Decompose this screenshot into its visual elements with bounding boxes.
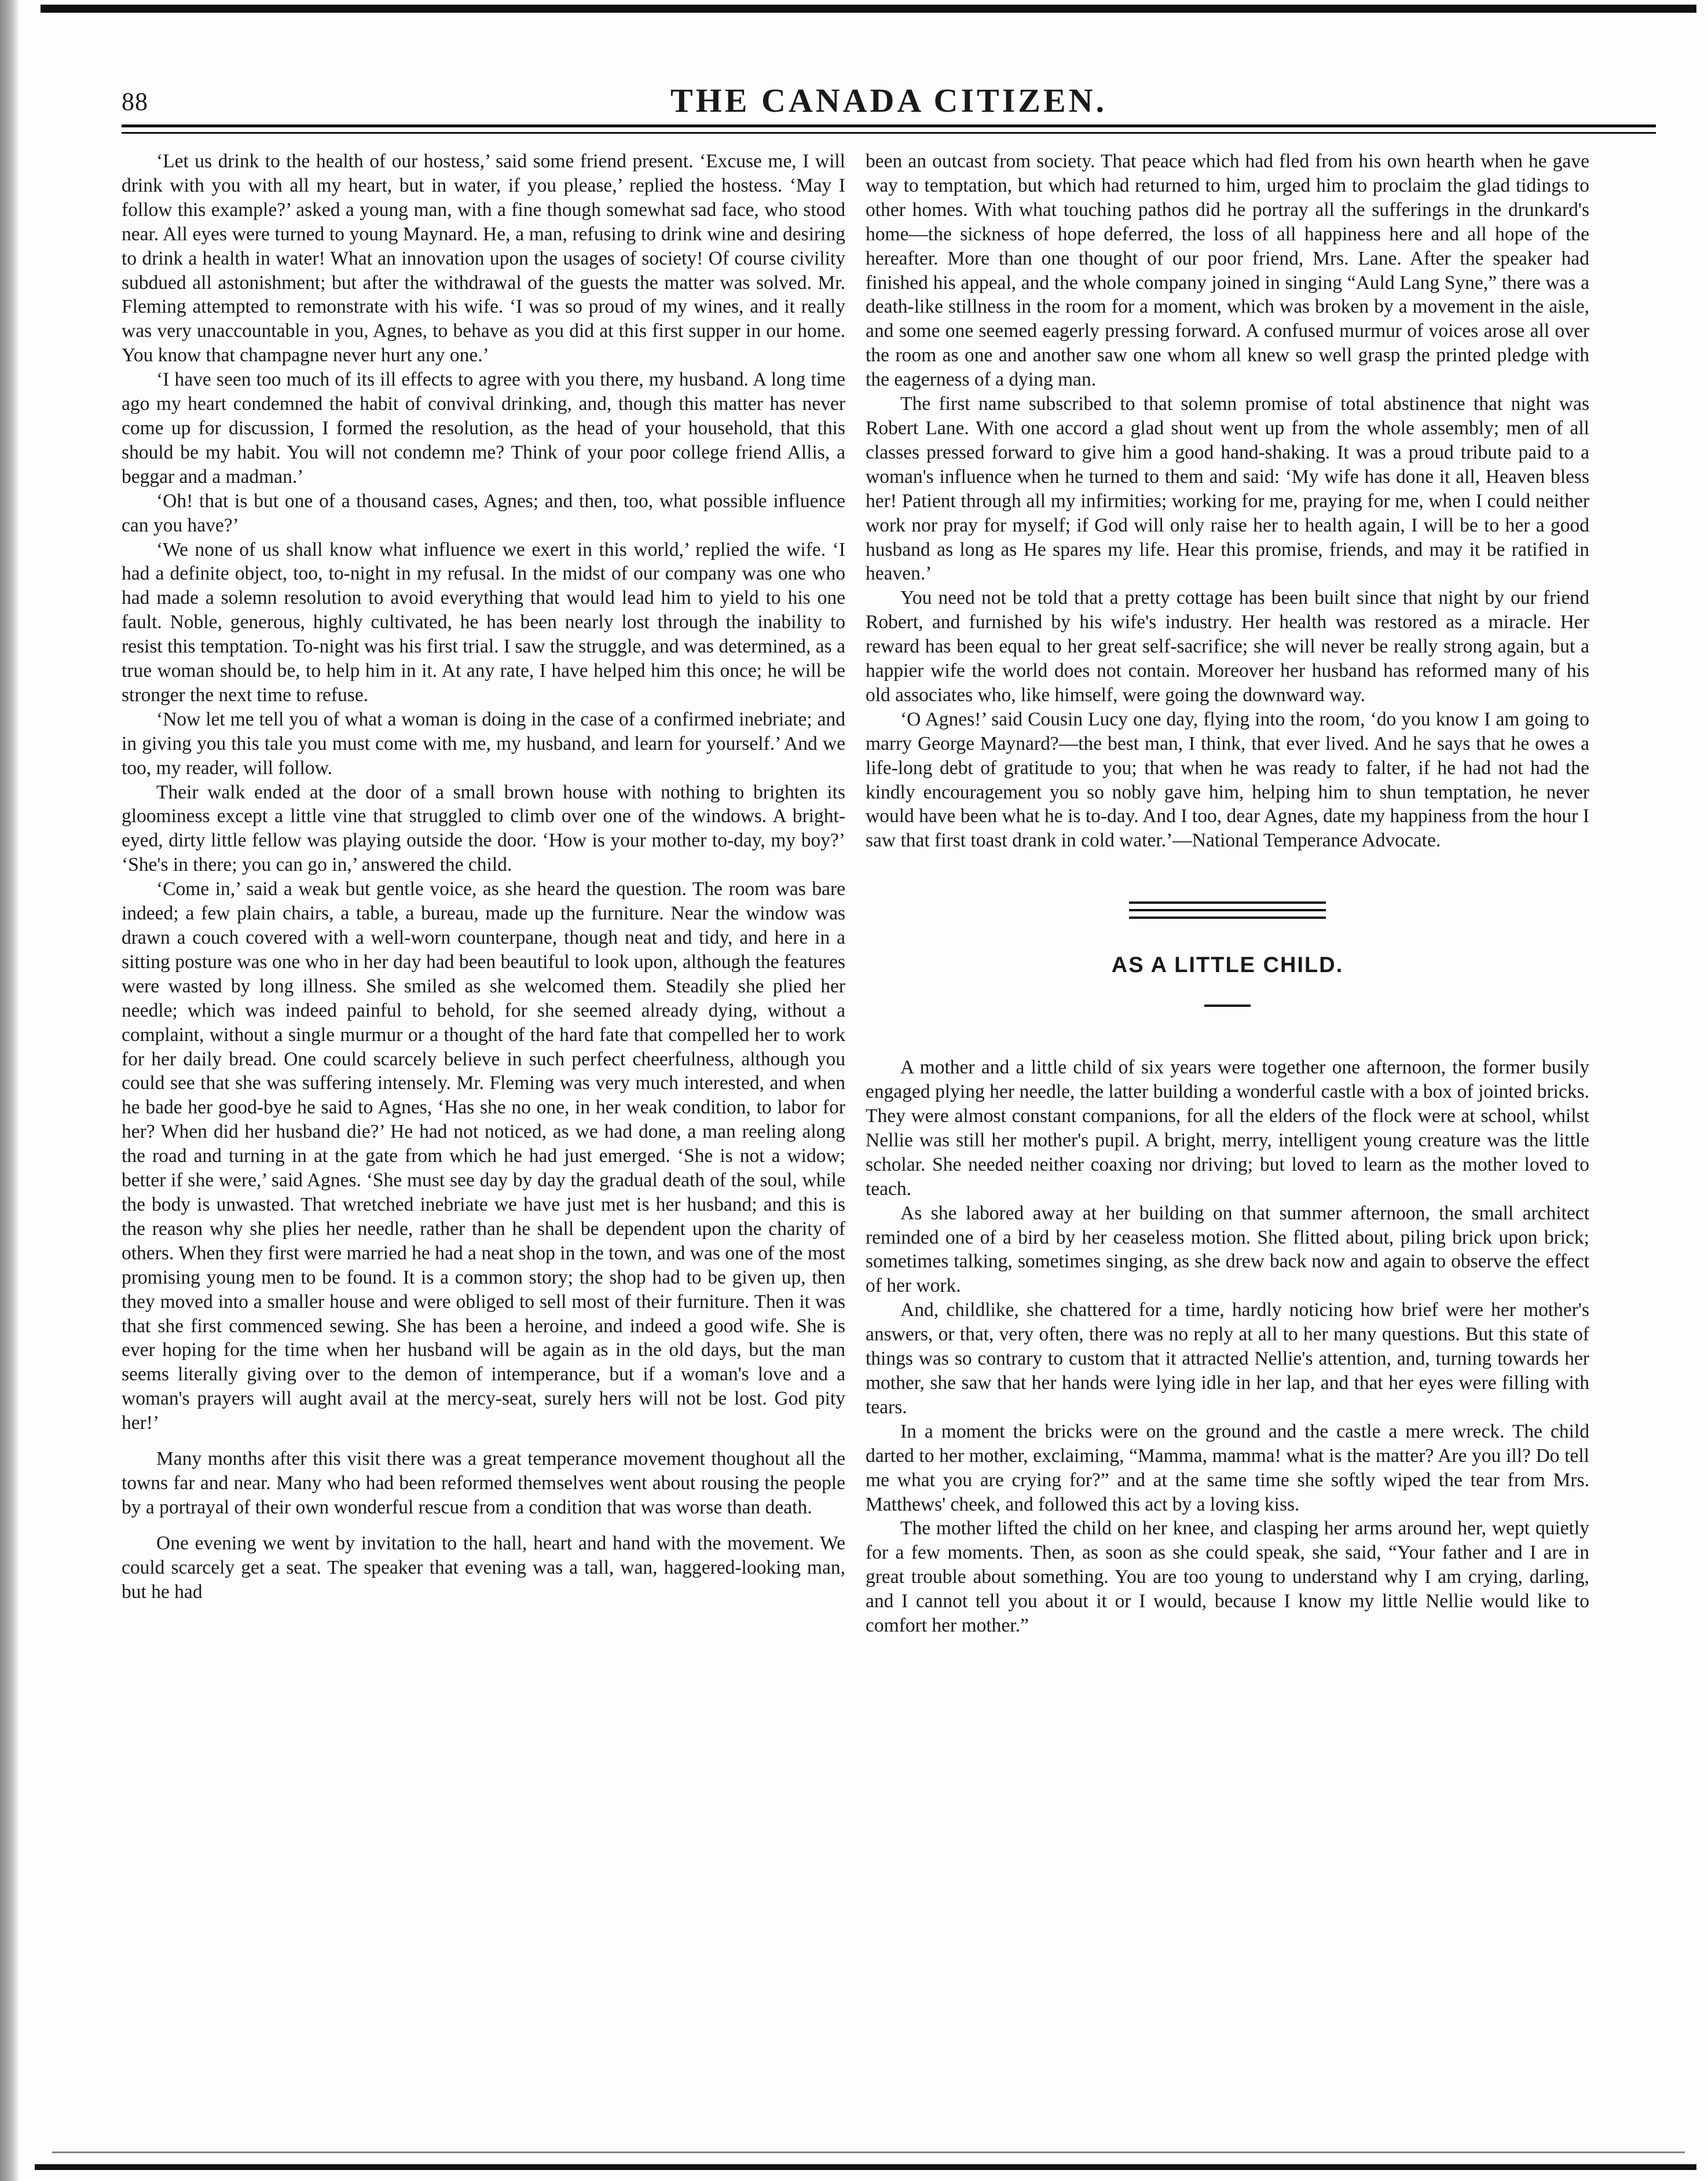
top-border-rule <box>41 5 1696 13</box>
paragraph: ‘Now let me tell you of what a woman is doing in the case of a confirmed inebriate; and in giving you this tale you must come with me, my husband, and learn for yourself.’ And we too, my reader, will follow. <box>122 708 845 779</box>
paragraph: The first name subscribed to that solemn promise of total abstinence that night was Robert Lane. With one accord a glad shout went up from the whole assembly; men of all classes pressed forward to give him a good hand-shaking. It was a proud tribute paid to a woman's influence when he turned to them and said: ‘My wife has done it all, Heaven bless her! Patient through all my infirmities; working for me, praying for me, when I could neither work nor pray for myself; if God will only raise her to health again, I will be to her a good husband as long as He spares my life. Hear this promise, friends, and may it be ratified in heaven.’ <box>866 393 1589 585</box>
paragraph: As she labored away at her building on that summer afternoon, the small architect reminded one of a bird by her ceaseless motion. She flitted about, piling brick upon brick; sometimes talking, sometimes singing, as she drew back now and again to observe the effect of her work. <box>866 1202 1589 1297</box>
paragraph: You need not be told that a pretty cottage has been built since that night by our friend Robert, and furnished by his wife's industry. Her health was restored as a miracle. Her reward has been equal to her great self-sacrifice; she will never be really strong again, but a happier wife the world does not contain. Moreover her husband has reformed many of his old associates who, like himself, were going the downward way. <box>866 587 1589 706</box>
paragraph: Their walk ended at the door of a small brown house with nothing to brighten its gloominess except a little vine that struggled to climb over one of the windows. A bright-eyed, dirty little fellow was playing outside the door. ‘How is your mother to-day, my boy?’ ‘She's in there; you can go in,’ answered the child. <box>122 781 845 876</box>
paragraph: ‘We none of us shall know what influence we exert in this world,’ replied the wife. ‘I had a definite object, too, to-night in my refusal. In the midst of our company was one who had made a solemn resolution to avoid everything that would lead him to yield to his one fault. Noble, generous, highly cultivated, he has been nearly lost through the inability to resist this temptation. To-night was his first trial. I saw the struggle, and was determined, as a true woman should be, to help him in it. At any rate, I have helped him this once; he will be stronger the next time to refuse. <box>122 538 845 706</box>
paragraph: been an outcast from society. That peace which had fled from his own hearth when he gave way to temptation, but which had returned to him, urged him to proclaim the glad tidings to other homes. With what touching pathos did he portray all the sufferings in the drunkard's home—the sickness of hope deferred, the loss of all happiness here and all hope of the hereafter. More than one thought of our poor friend, Mrs. Lane. After the speaker had finished his appeal, and the whole company joined in singing “Auld Lang Syne,” there was a death-like stillness in the room for a moment, which was broken by a movement in the aisle, and some one seemed eagerly pressing forward. A confused murmur of voices arose all over the room as one and another saw one whom all knew so well grasp the printed pledge with the eagerness of a dying man. <box>866 151 1589 391</box>
paragraph: ‘Let us drink to the health of our hostess,’ said some friend present. ‘Excuse me, I will drink with you with all my heart, but in water, if you please,’ replied the hostess. ‘May I follow this example?’ asked a young man, with a fine though somewhat sad face, who stood near. All eyes were turned to young Maynard. He, a man, refusing to drink wine and desiring to drink a health in water! What an innovation upon the usages of society! Of course civility subdued all astonishment; but after the withdrawal of the guests the matter was solved. Mr. Fleming attempted to remonstrate with his wife. ‘I was so proud of my wines, and it really was very unaccountable in you, Agnes, to behave as you did at this first supper in our home. You know that champagne never hurt any one.’ <box>122 151 845 366</box>
paragraph: ‘I have seen too much of its ill effects to agree with you there, my husband. A long time ago my heart condemned the habit of convival drinking, and, though this matter has never come up for discussion, I formed the resolution, as the head of your household, that this should be my habit. You will not condemn me? Think of your poor college friend Allis, a beggar and a madman.’ <box>122 369 845 487</box>
right-column <box>866 149 1589 1638</box>
scanned-page-edge <box>0 0 20 2181</box>
paragraph: One evening we went by invitation to the hall, heart and hand with the movement. We could scarcely get a seat. The speaker that evening was a tall, wan, haggered-looking man, but he had <box>122 1532 845 1603</box>
paragraph: The mother lifted the child on her knee, and clasping her arms around her, wept quietly for a few moments. Then, as soon as she could speak, she said, “Your father and I are in great trouble about something. You are too young to understand why I am crying, darling, and I cannot tell you about it or I would, because I know my little Nellie would like to comfort her mother.” <box>866 1517 1589 1637</box>
paragraph: Many months after this visit there was a great temperance movement thoughout all the towns far and near. Many who had been reformed themselves went about rousing the people by a portrayal of their own wonderful rescue from a condition that was worse than death. <box>122 1448 845 1518</box>
header-rule-thin <box>122 132 1656 134</box>
paragraph: In a moment the bricks were on the ground and the castle a mere wreck. The child darted to her mother, exclaiming, “Mamma, mamma! what is the matter? Are you ill? Do tell me what you are crying for?” and at the same time she softly wiped the tear from Mrs. Matthews' cheek, and followed this act by a loving kiss. <box>866 1420 1589 1515</box>
bottom-rule-thin <box>52 2151 1685 2153</box>
paragraph: ‘O Agnes!’ said Cousin Lucy one day, flying into the room, ‘do you know I am going to marry George Maynard?—the best man, I think, that ever lived. And he says that he owes a life-long debt of gratitude to you; that when he was ready to falter, if he had not had the kindly encouragement you so nobly gave him, helping him to shun temptation, he never would have been what he is to-day. And I too, dear Agnes, date my happiness from the hour I saw that first toast drank in cold water.’—National Temperance Advocate. <box>866 708 1589 852</box>
page-number: 88 <box>122 87 148 116</box>
paragraph: And, childlike, she chattered for a time, hardly noticing how brief were her mother's answers, or that, very often, there was no reply at all to her many questions. But this state of things was so contrary to custom that it attracted Nellie's attention, and, turning towards her mother, she saw that her hands were lying idle in her lap, and that her eyes were filling with tears. <box>866 1299 1589 1418</box>
section-title: AS A LITTLE CHILD. <box>1111 953 1344 978</box>
bottom-border-rule <box>35 2164 1696 2170</box>
section-divider <box>1129 901 1326 919</box>
paragraph: ‘Oh! that is but one of a thousand cases, Agnes; and then, too, what possible influence can you have?’ <box>122 490 845 536</box>
page-header <box>122 81 1656 122</box>
paragraph: A mother and a little child of six years were together one afternoon, the former busily engaged plying her needle, the latter building a wonderful castle with a box of jointed bricks. They were almost constant companions, for all the elders of the flock were at school, whilst Nellie was still her mother's pupil. A bright, merry, intelligent young creature was the little scholar. She needed neither coaxing nor driving; but loved to learn as the mother loved to teach. <box>866 1057 1589 1200</box>
paragraph: ‘Come in,’ said a weak but gentle voice, as she heard the question. The room was bare indeed; a few plain chairs, a table, a bureau, made up the furniture. Near the window was drawn a couch covered with a well-worn counterpane, though neat and tidy, and here in a sitting posture was one who in her day had been beautiful to look upon, although the features were wasted by long illness. She smiled as she welcomed them. Steadily she plied her needle; which was indeed painful to behold, for she seemed already dying, without a complaint, without a single murmur or a thought of the hard fate that compelled her to work for her daily bread. One could scarcely believe in such perfect cheerfulness, although you could see that she was suffering intensely. Mr. Fleming was very much interested, and when he bade her good-bye he said to Agnes, ‘Has she no one, in her weak condition, to labor for her? When did her husband die?’ He had not noticed, as we had done, a man reeling along the road and turning in at the gate from which he had just emerged. ‘She is not a widow; better if she were,’ said Agnes. ‘She must see day by day the gradual death of the soul, while the body is unwasted. That wretched inebriate we have just met is her husband; and this is the reason why she plies her needle, rather than he shall be dependent upon the charity of others. When they first were married he had a neat shop in the town, and was one of the most promising young men to be found. It is a common story; the shop had to be given up, then they moved into a smaller house and were obliged to sell most of their furniture. Then it was that she first commenced sewing. She has been a heroine, and indeed a good wife. She is ever hoping for the time when her husband will be again as in the old days, but the man seems literally giving over to the demon of intemperance, but if a woman's love and a woman's prayers will aught avail at the mercy-seat, surely hers will not be lost. God pity her!’ <box>122 878 845 1434</box>
running-title: THE CANADA CITIZEN. <box>670 82 1108 119</box>
header-rule <box>122 124 1656 127</box>
title-underline <box>1204 1005 1251 1007</box>
left-column <box>122 149 845 1604</box>
